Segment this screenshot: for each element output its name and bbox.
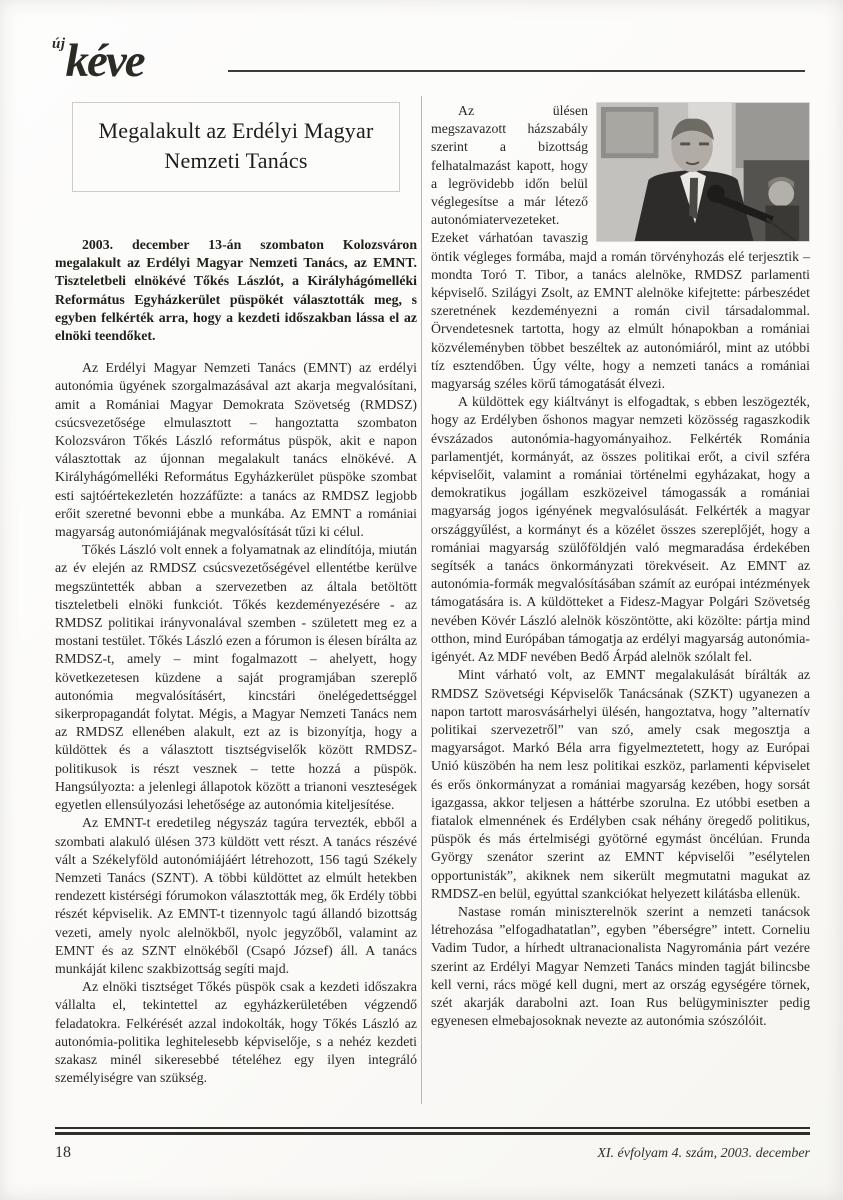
issue-info: XI. évfolyam 4. szám, 2003. december <box>597 1146 810 1161</box>
article-lead: 2003. december 13-án szombaton Kolozsváron megalakult az Erdélyi Magyar Nemzeti Tanács, az EMNT. Tiszteletbeli elnökévé Tőkés Lászlót, a Királyhágómelléki Református Egyházkerület püspökét választották meg, s egyben felkérték arra, hogy a kezdeti időszakban lássa el az elnöki teendőket. <box>55 237 417 344</box>
footer-rule <box>55 1127 810 1135</box>
page-footer <box>55 1127 810 1162</box>
magazine-logo <box>52 36 144 85</box>
right-column <box>431 96 810 1104</box>
masthead-rule <box>228 70 805 72</box>
body-paragraph: Az EMNT-t eredetileg négyszáz tagúra tervezték, ebből a szombati alakuló ülésen 373 küldött vett részt. A tanács részévé vált a Székelyföld autonómiájáért létrehozott, 156 tagú Székely Nemzeti Tanács (SZNT). A többi küldöttet az elmúlt hetekben rendezett kistérségi fórumokon választották meg, ők Erdély többi részét képviselik. Az EMNT-t tizennyolc tagú állandó bizottság vezeti, amely nyolc alelnökből, nyolc jegyzőből, valamint az EMNT és az SZNT elnökéből (Csapó József) áll. A tanács munkáját kilenc szakbizottság segíti majd. <box>55 815 417 976</box>
body-paragraph: A küldöttek egy kiáltványt is elfogadtak, s ebben leszögezték, hogy az Erdélyben őshonos magyar nemzeti közösség ragaszkodik évszázados autonómia-hagyományaihoz. Felkérték Románia parlamentjét, kormányát, az összes politikai erőt, a civil szféra képviselőit, valamint a romániai történelmi egyházakat, hogy a demokratikus jogállam eszközeivel támogassák a romániai magyarság jogos igényének megvalósulását. Felkérték a magyar országgyűlést, a kormányt és a közélet összes szereplőjét, hogy a romániai magyarság szülőföldjén való megmaradása érdekében segítsék a tanács önkormányzati törekvéseit. Az EMNT az autonómia-formák megvalósításában számít az európai intézmények támogatására is. A küldötteket a Fidesz-Magyar Polgári Szövetség nevében Kövér László alelnök köszöntötte, aki közölte: pártja mind otthon, mind Európában támogatja az erdélyi magyarság autonómia-igényét. Az MDF nevében Bedő Árpád alelnök szólalt fel. <box>431 394 810 665</box>
masthead <box>52 36 810 96</box>
photo-illustration <box>597 103 809 241</box>
body-paragraph: Mint várható volt, az EMNT megalakulását bírálták az RMDSZ Szövetségi Képviselők Tanácsának (SZKT) ugyanezen a napon tartott marosvásárhelyi ülésén, hangoztatva, hogy ”alternatív politikai szervezetről” van szó, amely csak megosztja a magyarságot. Markó Béla arra figyelmeztetett, hogy az Európai Unió küszöbén ha nem lesz politikai eszköz, parlamenti képviselet és erős önkormányzat a romániai magyarság kezében, hogy sorsát igazgassa, akkor teljesen a háttérbe szorulna. Ez utóbbi esetben a fiatalok elmennének és Erdélyben csak néhány öregedő politikus, püspök és más értelmiségi gyötörné egymást öncélúan. Frunda György szenátor szerint az EMNT képviselői ”esélytelen opportunisták”, akiknek nem sikerült megmutatni magukat az RMDSZ-en belül, egyúttal szankciókat helyezett kilátásba ellenük. <box>431 667 810 901</box>
body-paragraph: Tőkés László volt ennek a folyamatnak az elindítója, miután az év elején az RMDSZ csúcsvezetőségével ellentétbe kerülve megszüntették abban a szervezetben az általa betöltött tiszteletbeli elnöki funkciót. Tőkés kezdeményezésére - az RMDSZ politikai irányvonalával szemben - született meg ez a mostani testület. Tőkés László ezen a fórumon is élesen bírálta az RMDSZ-t, amely – mint fogalmazott – ahelyett, hogy következetesen küzdene a saját programjában szereplő autonómia megvalósításért, kincstári önelégedettséggel sikerpropagandát folytat. Mégis, a Magyar Nemzeti Tanács nem az RMDSZ ellenében alakult, ezt az is bizonyítja, hogy a küldöttek és a választott tisztségviselők között RMDSZ-politikusok is részt vesznek – tette hozzá a püspök. Hangsúlyozta: a jelenlegi állapotok között a trianoni veszteségek egyetlen ellensúlyozási lehetősége az autonómia kiteljesítése. <box>55 542 417 813</box>
article-photo <box>596 102 810 242</box>
body-paragraph: Az Erdélyi Magyar Nemzeti Tanács (EMNT) az erdélyi autonómia ügyének szorgalmazásával azt akarja megvalósítani, amit a Romániai Magyar Demokrata Szövetség (RMDSZ) csúcsvezetősége elmulasztott – hangoztatta szombaton Kolozsváron Tőkés László református püspök, akit e napon választottak az újonnan megalakult tanács elnökévé. A Királyhágómelléki Református Egyházkerület püspöke szombat esti sajtóértekezletén hozzáfűzte: a tanács az RMDSZ legjobb erőit szeretné bevonni ebbe a munkába. Az EMNT a romániai magyarság autonómiájának megvalósítását tűzi ki célul. <box>55 360 417 540</box>
left-column <box>55 96 417 1104</box>
body-paragraph: Az elnöki tisztséget Tőkés püspök csak a kezdeti időszakra vállalta el, tekintettel az egyházkerületében végzendő feladatokra. Felkérését azzal indokolták, hogy Tőkés László az autonómia-politika leghitelesebb képviselője, s a nehéz kezdeti szakasz minél sikeresebbé tételéhez egy ilyen integráló személyiségre van szükség. <box>55 979 417 1086</box>
page-number: 18 <box>55 1144 71 1161</box>
logo-prefix-text: új <box>52 36 66 52</box>
article-title-box <box>72 102 400 192</box>
footer-row <box>55 1144 810 1162</box>
body-paragraph: Nastase román miniszterelnök szerint a nemzeti tanácsok létrehozása ”elfogadhatatlan”, egyben ”éberségre” intett. Corneliu Vadim Tudor, a hírhedt ultranacionalista Nagyrománia párt vezére szerint az Erdélyi Magyar Nemzeti Tanács minden tagját bilincsbe kell verni, rács mögé kell dugni, mert az ország egységére törnek, szét akarják darabolni azt. Ioan Rus belügyminiszter pedig egyenesen elmebajosoknak nevezte az autonómia szószólóit. <box>431 903 810 1029</box>
logo-name-text: kéve <box>65 35 144 87</box>
body-paragraph: Az ülésen megszavazott házszabály szerint a bizottság felhatalmazást kapott, hogy a legrövidebb időn belül véglegesítse a már létező autonómiatervezeteket. Ezeket várhatóan tavaszig öntik végleges formába, majd a román törvényhozás elé terjesztik – mondta Toró T. Tibor, a tanács alelnöke, RMDSZ parlamenti képviselő. Szilágyi Zsolt, az EMNT alelnöke kifejtette: párbeszédet szeretnének kezdeményezni a román civil társadalommal. Örvendetesnek tartotta, hogy az elmúlt hónapokban a romániai közvéleményben többet beszéltek az autonómiáról, mint az utóbbi tíz esztendőben. Úgy vélte, hogy a nemzeti tanács a romániai magyarság széles körű támogatását élvezi. <box>431 103 810 392</box>
article-body <box>55 96 810 1104</box>
article-title: Megalakult az Erdélyi Magyar Nemzeti Tanács <box>98 118 374 173</box>
column-divider <box>421 96 422 1104</box>
